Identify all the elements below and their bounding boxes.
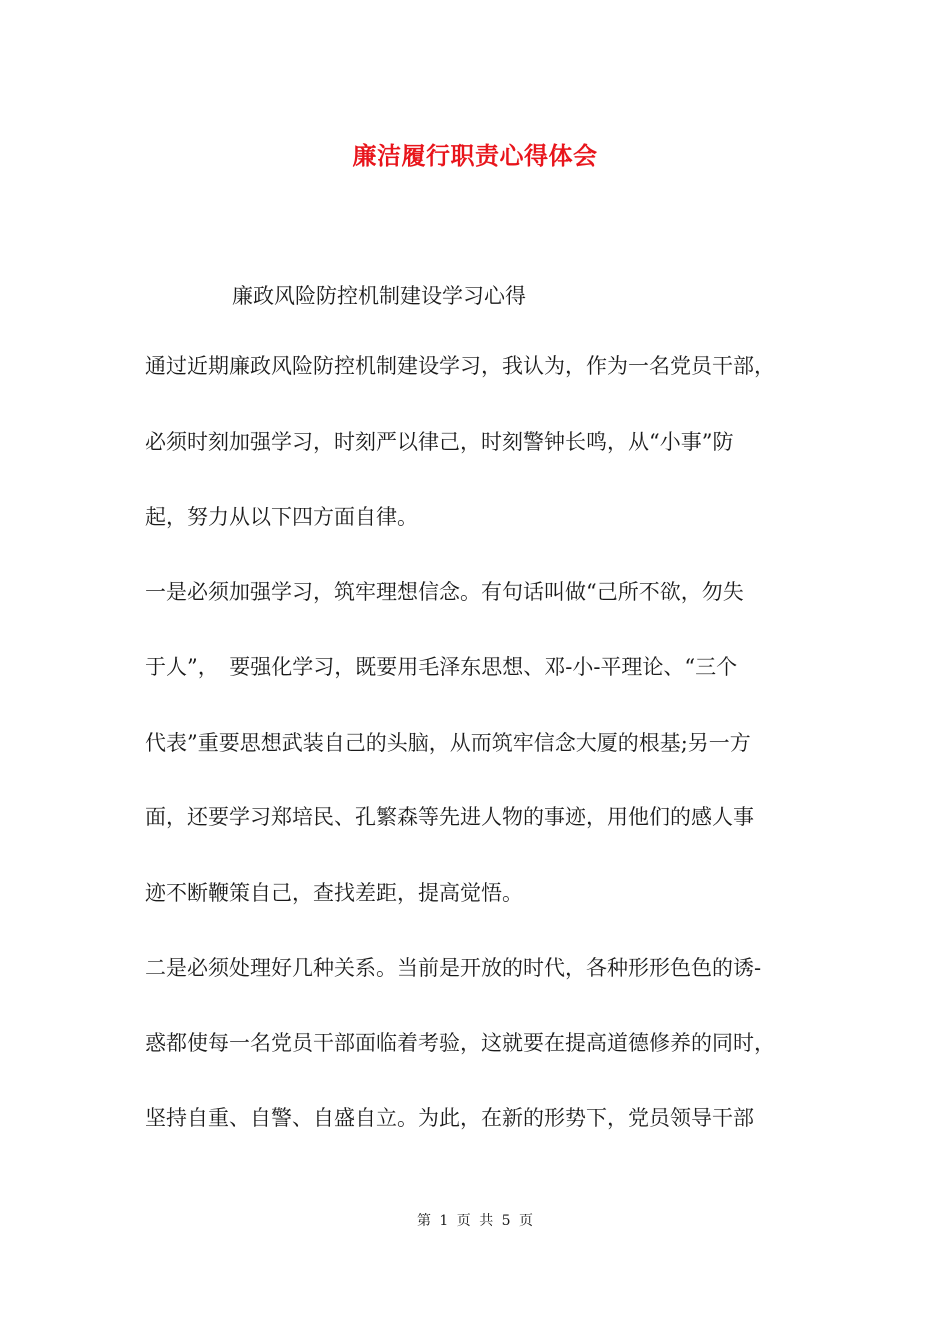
document-title: 廉洁履行职责心得体会 <box>352 141 598 170</box>
body-line-2: 必须时刻加强学习，时刻严以律己，时刻警钟长鸣，从“小事”防 <box>145 430 734 454</box>
body-line-11: 坚持自重、自警、自盛自立。为此，在新的形势下，党员领导干部 <box>145 1106 754 1130</box>
page-footer: 第 1 页 共 5 页 <box>416 1213 534 1229</box>
body-line-8: 迹不断鞭策自己，查找差距，提高觉悟。 <box>145 881 523 905</box>
body-line-10: 惑都使每一名党员干部面临着考验，这就要在提高道德修养的同时， <box>145 1031 775 1055</box>
document-subtitle: 廉政风险防控机制建设学习心得 <box>232 284 526 308</box>
body-line-6: 代表”重要思想武装自己的头脑，从而筑牢信念大厦的根基;另一方 <box>145 731 751 755</box>
body-line-1: 通过近期廉政风险防控机制建设学习，我认为，作为一名党员干部， <box>145 354 775 378</box>
body-line-4: 一是必须加强学习，筑牢理想信念。有句话叫做“己所不欲，勿失 <box>145 580 744 604</box>
body-line-3: 起，努力从以下四方面自律。 <box>145 505 418 529</box>
body-line-9: 二是必须处理好几种关系。当前是开放的时代，各种形形色色的诱- <box>145 956 762 980</box>
body-line-5: 于人”， 要强化学习，既要用毛泽东思想、邓-小-平理论、“三个 <box>145 655 738 679</box>
body-line-7: 面，还要学习郑培民、孔繁森等先进人物的事迹，用他们的感人事 <box>145 805 754 829</box>
